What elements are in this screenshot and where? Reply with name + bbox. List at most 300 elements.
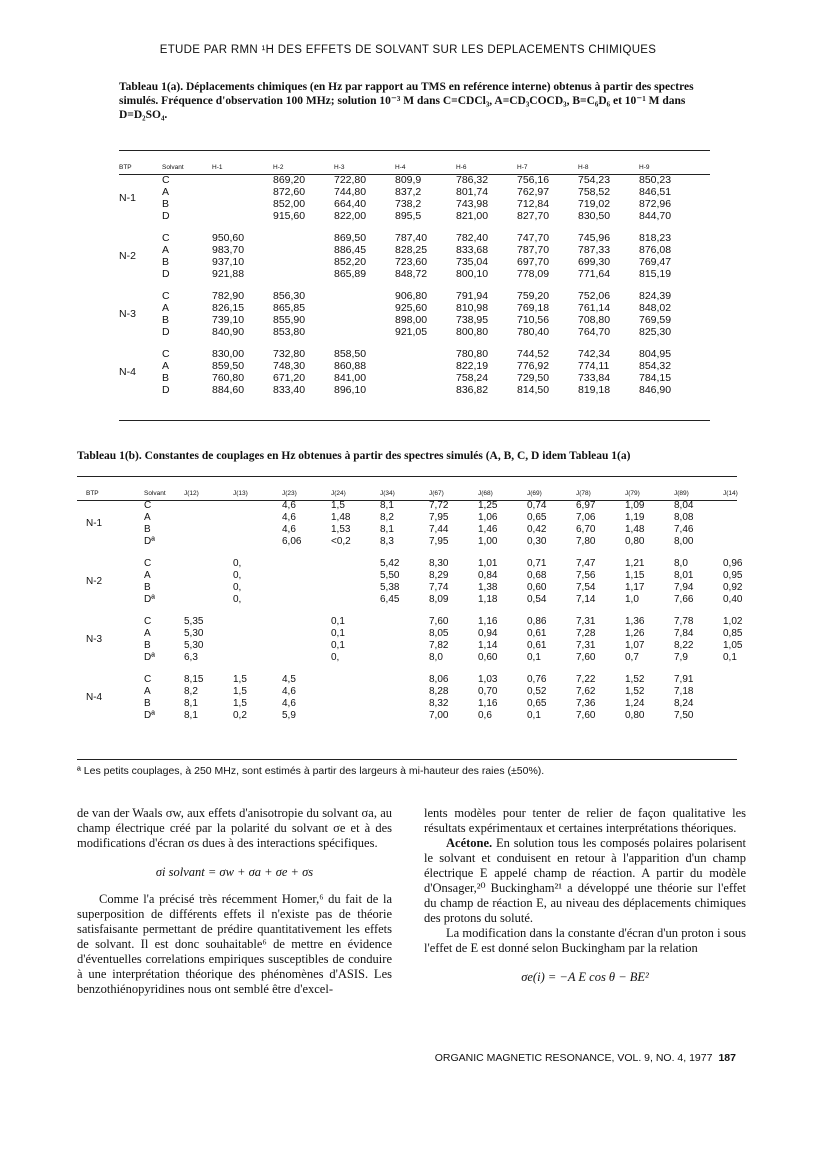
value-cell: 895,5	[395, 210, 422, 222]
value-cell: 848,02	[639, 302, 672, 314]
value-cell: 0,52	[527, 686, 547, 697]
group-spacer	[119, 222, 700, 232]
value-cell: 0,42	[527, 524, 547, 535]
value-cell: 8,00	[674, 536, 694, 547]
value-cell: 764,70	[578, 326, 611, 338]
value-cell: 7,56	[576, 570, 596, 581]
table1b	[86, 486, 772, 722]
value-cell: 7,50	[674, 710, 694, 721]
solvent-cell: C	[144, 500, 152, 511]
value-cell: 8,22	[674, 640, 694, 651]
value-cell: 7,44	[429, 524, 449, 535]
value-cell: 738,2	[395, 198, 422, 210]
value-cell: 8,32	[429, 698, 449, 709]
value-cell: 886,45	[334, 244, 367, 256]
value-cell	[331, 594, 380, 606]
column-header: J(69)	[527, 489, 542, 497]
column-header: J(68)	[478, 489, 493, 497]
value-cell: 1,53	[331, 524, 351, 535]
value-cell: 8,1	[380, 524, 394, 535]
value-cell: 1,19	[625, 512, 645, 523]
value-cell	[331, 674, 380, 686]
table1a-top-rule	[119, 150, 710, 151]
value-cell: 774,11	[578, 360, 610, 372]
value-cell: 0,1	[331, 628, 345, 639]
column-header: J(12)	[184, 489, 199, 497]
value-cell	[233, 536, 282, 548]
value-cell	[380, 710, 429, 722]
value-cell: 869,50	[334, 232, 367, 244]
value-cell: 983,70	[212, 244, 245, 256]
table-row	[119, 256, 700, 268]
value-cell: 821,00	[456, 210, 489, 222]
value-cell: 7,84	[674, 628, 694, 639]
value-cell: 1,26	[625, 628, 645, 639]
value-cell: 0,7	[625, 652, 639, 663]
value-cell	[723, 524, 772, 536]
column-header: Solvant	[144, 489, 166, 497]
value-cell: 869,20	[273, 174, 306, 186]
value-cell: 4,6	[282, 524, 296, 535]
value-cell: 5,30	[184, 640, 204, 651]
value-cell: 791,94	[456, 290, 489, 302]
value-cell: 7,31	[576, 640, 596, 651]
table-row	[86, 640, 772, 652]
table1b-caption	[77, 449, 737, 463]
value-cell: 0,80	[625, 710, 645, 721]
value-cell: 769,18	[517, 302, 550, 314]
value-cell: 852,20	[334, 256, 367, 268]
table1a-caption	[119, 80, 709, 122]
value-cell: 747,70	[517, 232, 550, 244]
column-header: H-1	[212, 163, 223, 171]
value-cell: 0,94	[478, 628, 498, 639]
table1b-footnote: ª Les petits couplages, à 250 MHz, sont estimés à partir des largeurs à mi-hauteur des raies (±50%).	[77, 765, 545, 777]
value-cell: 759,20	[517, 290, 550, 302]
value-cell: 6,3	[184, 652, 198, 663]
value-cell	[233, 512, 282, 524]
value-cell: 6,70	[576, 524, 596, 535]
value-cell: 7,95	[429, 536, 449, 547]
value-cell: 5,50	[380, 570, 400, 581]
table1a-bottom-rule	[119, 420, 710, 421]
value-cell: 0,	[233, 582, 242, 593]
value-cell: 5,30	[184, 628, 204, 639]
value-cell	[184, 500, 233, 512]
solvent-cell: Dª	[144, 652, 155, 663]
value-cell: 804,95	[639, 348, 672, 360]
table1a-header-row	[119, 160, 700, 174]
solvent-cell: Dª	[144, 594, 155, 605]
table1b-top-rule	[77, 476, 737, 477]
value-cell: 0,30	[527, 536, 547, 547]
column-header: BTP	[86, 489, 99, 497]
value-cell: 0,40	[723, 594, 743, 605]
value-cell: 876,08	[639, 244, 672, 256]
value-cell: 762,97	[517, 186, 550, 198]
value-cell	[282, 628, 331, 640]
value-cell	[184, 594, 233, 606]
value-cell: 844,70	[639, 210, 672, 222]
table-row	[119, 348, 700, 360]
value-cell: 1,15	[625, 570, 645, 581]
value-cell: 744,52	[517, 348, 550, 360]
value-cell: 915,60	[273, 210, 306, 222]
value-cell: 742,34	[578, 348, 611, 360]
value-cell: 0,71	[527, 558, 547, 569]
table-row	[86, 698, 772, 710]
solvent-cell: A	[162, 302, 170, 314]
value-cell: 8,3	[380, 536, 394, 547]
value-cell: 4,5	[282, 674, 296, 685]
btp-compound-label: N-1	[86, 518, 103, 529]
value-cell	[380, 674, 429, 686]
table1a-caption-text: Déplacements chimiques (en Hz par rapport au TMS en reférence interne) obtenus à partir des spectres simulés. Fréquence d'observation 100 MHz; solution 10⁻³ M dans C=CDCl₃, A=CD₃COCD₃, B=C₆D₆ et 10⁻¹ M dans D=D₂SO₄.	[119, 81, 694, 121]
value-cell: 8,06	[429, 674, 449, 685]
value-cell: 7,66	[674, 594, 694, 605]
value-cell: 7,60	[429, 616, 449, 627]
value-cell: 7,60	[576, 652, 596, 663]
solvent-cell: A	[144, 686, 151, 697]
table-row	[119, 384, 700, 396]
value-cell: 778,09	[517, 268, 550, 280]
value-cell: 850,23	[639, 174, 672, 186]
btp-compound-label: N-4	[86, 692, 103, 703]
table-row	[119, 268, 700, 280]
value-cell	[395, 360, 456, 372]
value-cell: 841,00	[334, 372, 367, 384]
table-row	[119, 372, 700, 384]
value-cell: 744,80	[334, 186, 367, 198]
solvent-cell: B	[162, 198, 170, 210]
value-cell: 769,47	[639, 256, 672, 268]
btp-compound-label: N-2	[86, 576, 103, 587]
table-row	[86, 674, 772, 686]
equation: σi solvant = σw + σa + σe + σs	[155, 865, 314, 879]
value-cell: 814,50	[517, 384, 550, 396]
table-row	[119, 174, 700, 186]
column-header: J(24)	[331, 489, 346, 497]
value-cell: 7,74	[429, 582, 449, 593]
value-cell: 0,65	[527, 512, 547, 523]
value-cell	[380, 628, 429, 640]
value-cell: 7,31	[576, 616, 596, 627]
value-cell: 898,00	[395, 314, 428, 326]
value-cell: 0,1	[527, 652, 541, 663]
value-cell: 833,40	[273, 384, 306, 396]
value-cell	[233, 616, 282, 628]
value-cell: 828,25	[395, 244, 428, 256]
body-right-column	[424, 806, 746, 997]
value-cell: 0,96	[723, 558, 743, 569]
value-cell: 1,07	[625, 640, 645, 651]
running-title: ETUDE PAR RMN ¹H DES EFFETS DE SOLVANT SUR LES DEPLACEMENTS CHIMIQUES	[159, 44, 657, 56]
value-cell: 848,72	[395, 268, 428, 280]
value-cell: 800,10	[456, 268, 489, 280]
value-cell	[184, 582, 233, 594]
value-cell: 8,2	[184, 686, 198, 697]
value-cell: 921,05	[395, 326, 428, 338]
table1a-label: Tableau 1(a).	[119, 81, 184, 93]
value-cell: 1,05	[723, 640, 743, 651]
value-cell	[395, 384, 456, 396]
value-cell	[233, 652, 282, 664]
value-cell: 7,28	[576, 628, 596, 639]
column-header: J(14)	[723, 489, 738, 497]
value-cell	[184, 570, 233, 582]
value-cell: 852,00	[273, 198, 306, 210]
value-cell: 7,36	[576, 698, 596, 709]
value-cell: 818,23	[639, 232, 672, 244]
table-row	[86, 570, 772, 582]
column-header: J(89)	[674, 489, 689, 497]
value-cell	[282, 558, 331, 570]
value-cell: 8,08	[674, 512, 694, 523]
value-cell: 822,00	[334, 210, 367, 222]
value-cell: 7,06	[576, 512, 596, 523]
value-cell: 1,24	[625, 698, 645, 709]
value-cell: 739,10	[212, 314, 245, 326]
value-cell: 1,5	[233, 674, 247, 685]
table1b-label: Tableau 1(b).	[77, 450, 142, 462]
solvent-cell: B	[162, 372, 170, 384]
value-cell: 906,80	[395, 290, 428, 302]
value-cell: 787,70	[517, 244, 550, 256]
solvent-cell: B	[144, 524, 151, 535]
value-cell: 8,01	[674, 570, 694, 581]
value-cell: 1,01	[478, 558, 498, 569]
value-cell: 865,89	[334, 268, 367, 280]
value-cell: 856,30	[273, 290, 306, 302]
value-cell: 8,1	[380, 500, 394, 511]
value-cell: 0,80	[625, 536, 645, 547]
value-cell: 743,98	[456, 198, 489, 210]
value-cell	[273, 244, 334, 256]
value-cell: 0,68	[527, 570, 547, 581]
value-cell: 748,30	[273, 360, 306, 372]
value-cell: 8,0	[674, 558, 688, 569]
value-cell: 860,88	[334, 360, 367, 372]
value-cell: 735,04	[456, 256, 489, 268]
value-cell	[331, 698, 380, 710]
solvent-cell: C	[144, 616, 152, 627]
value-cell: 0,70	[478, 686, 498, 697]
value-cell: 7,47	[576, 558, 596, 569]
value-cell: 4,6	[282, 698, 296, 709]
solvent-cell: C	[162, 348, 170, 360]
solvent-cell: A	[162, 186, 170, 198]
value-cell	[212, 174, 273, 186]
value-cell: 697,70	[517, 256, 550, 268]
value-cell: 853,80	[273, 326, 306, 338]
solvent-cell: C	[162, 232, 170, 244]
value-cell: 0,	[331, 652, 340, 663]
table-row	[86, 512, 772, 524]
value-cell: 809,9	[395, 174, 422, 186]
value-cell: 760,80	[212, 372, 245, 384]
column-header: H-3	[334, 163, 345, 171]
value-cell: 769,59	[639, 314, 672, 326]
value-cell: 8,15	[184, 674, 204, 685]
value-cell: 800,80	[456, 326, 489, 338]
value-cell: <0,2	[331, 536, 351, 547]
value-cell: 1,5	[331, 500, 345, 511]
value-cell: 787,40	[395, 232, 428, 244]
value-cell: 0,1	[331, 616, 345, 627]
solvent-cell: A	[162, 244, 170, 256]
value-cell: 1,46	[478, 524, 498, 535]
value-cell: 1,17	[625, 582, 645, 593]
value-cell: 7,94	[674, 582, 694, 593]
table-row	[119, 360, 700, 372]
value-cell	[233, 500, 282, 512]
table-row	[119, 302, 700, 314]
value-cell	[723, 500, 772, 512]
value-cell: 8,28	[429, 686, 449, 697]
value-cell: 1,09	[625, 500, 645, 511]
value-cell: 8,05	[429, 628, 449, 639]
value-cell	[723, 686, 772, 698]
value-cell: 1,16	[478, 616, 498, 627]
value-cell: 1,16	[478, 698, 498, 709]
value-cell: 5,42	[380, 558, 400, 569]
value-cell: 872,60	[273, 186, 306, 198]
value-cell: 758,24	[456, 372, 489, 384]
table-row	[86, 500, 772, 512]
value-cell	[331, 710, 380, 722]
value-cell: 1,36	[625, 616, 645, 627]
value-cell: 8,1	[184, 698, 198, 709]
column-header: H-8	[578, 163, 589, 171]
value-cell: 7,46	[674, 524, 694, 535]
value-cell: 0,1	[527, 710, 541, 721]
value-cell: 0,65	[527, 698, 547, 709]
value-cell: 846,90	[639, 384, 672, 396]
value-cell: 1,00	[478, 536, 498, 547]
column-header: H-7	[517, 163, 528, 171]
value-cell	[723, 698, 772, 710]
value-cell	[282, 640, 331, 652]
value-cell: 776,92	[517, 360, 550, 372]
value-cell: 833,68	[456, 244, 489, 256]
value-cell: 732,80	[273, 348, 306, 360]
solvent-cell: B	[144, 582, 151, 593]
value-cell: 0,6	[478, 710, 492, 721]
value-cell: 782,90	[212, 290, 245, 302]
column-header: J(78)	[576, 489, 591, 497]
table-row	[86, 558, 772, 570]
column-header: J(67)	[429, 489, 444, 497]
value-cell: 4,6	[282, 512, 296, 523]
column-header: H-4	[395, 163, 406, 171]
value-cell: 0,84	[478, 570, 498, 581]
value-cell: 0,1	[331, 640, 345, 651]
value-cell: 7,78	[674, 616, 694, 627]
paragraph: de van der Waals σw, aux effets d'anisotropie du solvant σa, au champ électrique créé par la polarité du solvant σe et à des modifications d'écran σs dues à des interactions spécifiques.	[77, 806, 392, 850]
value-cell: 0,60	[527, 582, 547, 593]
value-cell: 1,14	[478, 640, 498, 651]
table-row	[119, 290, 700, 302]
value-cell: 0,61	[527, 628, 547, 639]
value-cell: 846,51	[639, 186, 672, 198]
solvent-cell: A	[162, 360, 170, 372]
value-cell: 784,15	[639, 372, 672, 384]
table-row	[86, 628, 772, 640]
value-cell: 825,30	[639, 326, 672, 338]
value-cell: 896,10	[334, 384, 367, 396]
value-cell: 950,60	[212, 232, 245, 244]
value-cell	[282, 616, 331, 628]
value-cell: 7,18	[674, 686, 694, 697]
value-cell: 1,0	[625, 594, 639, 605]
value-cell: 1,25	[478, 500, 498, 511]
body-left-column	[77, 806, 392, 997]
value-cell	[233, 524, 282, 536]
value-cell: 1,48	[331, 512, 351, 523]
table-row	[86, 536, 772, 548]
solvent-cell: D	[162, 210, 170, 222]
value-cell: 780,80	[456, 348, 489, 360]
value-cell: 754,23	[578, 174, 611, 186]
solvent-cell: B	[162, 314, 170, 326]
solvent-cell: B	[162, 256, 170, 268]
value-cell: 819,18	[578, 384, 611, 396]
btp-compound-label: N-4	[119, 366, 136, 378]
value-cell	[380, 698, 429, 710]
table-row	[119, 326, 700, 338]
table-row	[86, 582, 772, 594]
solvent-cell: D	[162, 384, 170, 396]
value-cell: 830,50	[578, 210, 611, 222]
value-cell: 859,50	[212, 360, 245, 372]
value-cell: 1,5	[233, 698, 247, 709]
value-cell: 0,	[233, 594, 242, 605]
value-cell	[184, 536, 233, 548]
value-cell: 925,60	[395, 302, 428, 314]
value-cell: 7,54	[576, 582, 596, 593]
value-cell	[380, 616, 429, 628]
value-cell	[380, 652, 429, 664]
value-cell: 7,9	[674, 652, 688, 663]
value-cell: 761,14	[578, 302, 611, 314]
value-cell	[212, 186, 273, 198]
table1b-bottom-rule	[77, 759, 737, 760]
value-cell: 719,02	[578, 198, 611, 210]
group-spacer	[119, 338, 700, 348]
table1b-caption-text: Constantes de couplages en Hz obtenues à partir des spectres simulés (A, B, C, D idem Tableau 1(a)	[144, 450, 631, 462]
value-cell	[331, 558, 380, 570]
value-cell: 1,21	[625, 558, 645, 569]
value-cell: 810,98	[456, 302, 489, 314]
value-cell: 1,48	[625, 524, 645, 535]
table1a	[119, 160, 700, 396]
value-cell: 836,82	[456, 384, 489, 396]
journal-citation: ORGANIC MAGNETIC RESONANCE, VOL. 9, NO. 4, 1977	[434, 1052, 713, 1064]
value-cell: 8,29	[429, 570, 449, 581]
solvent-cell: Dª	[144, 536, 155, 547]
column-header: BTP	[119, 163, 132, 171]
value-cell	[334, 290, 395, 302]
btp-compound-label: N-3	[119, 308, 136, 320]
value-cell: 7,72	[429, 500, 449, 511]
value-cell	[380, 640, 429, 652]
table-row	[86, 594, 772, 606]
solvent-cell: A	[144, 628, 151, 639]
value-cell: 827,70	[517, 210, 550, 222]
value-cell: 7,95	[429, 512, 449, 523]
value-cell: 1,52	[625, 674, 645, 685]
value-cell	[212, 210, 273, 222]
